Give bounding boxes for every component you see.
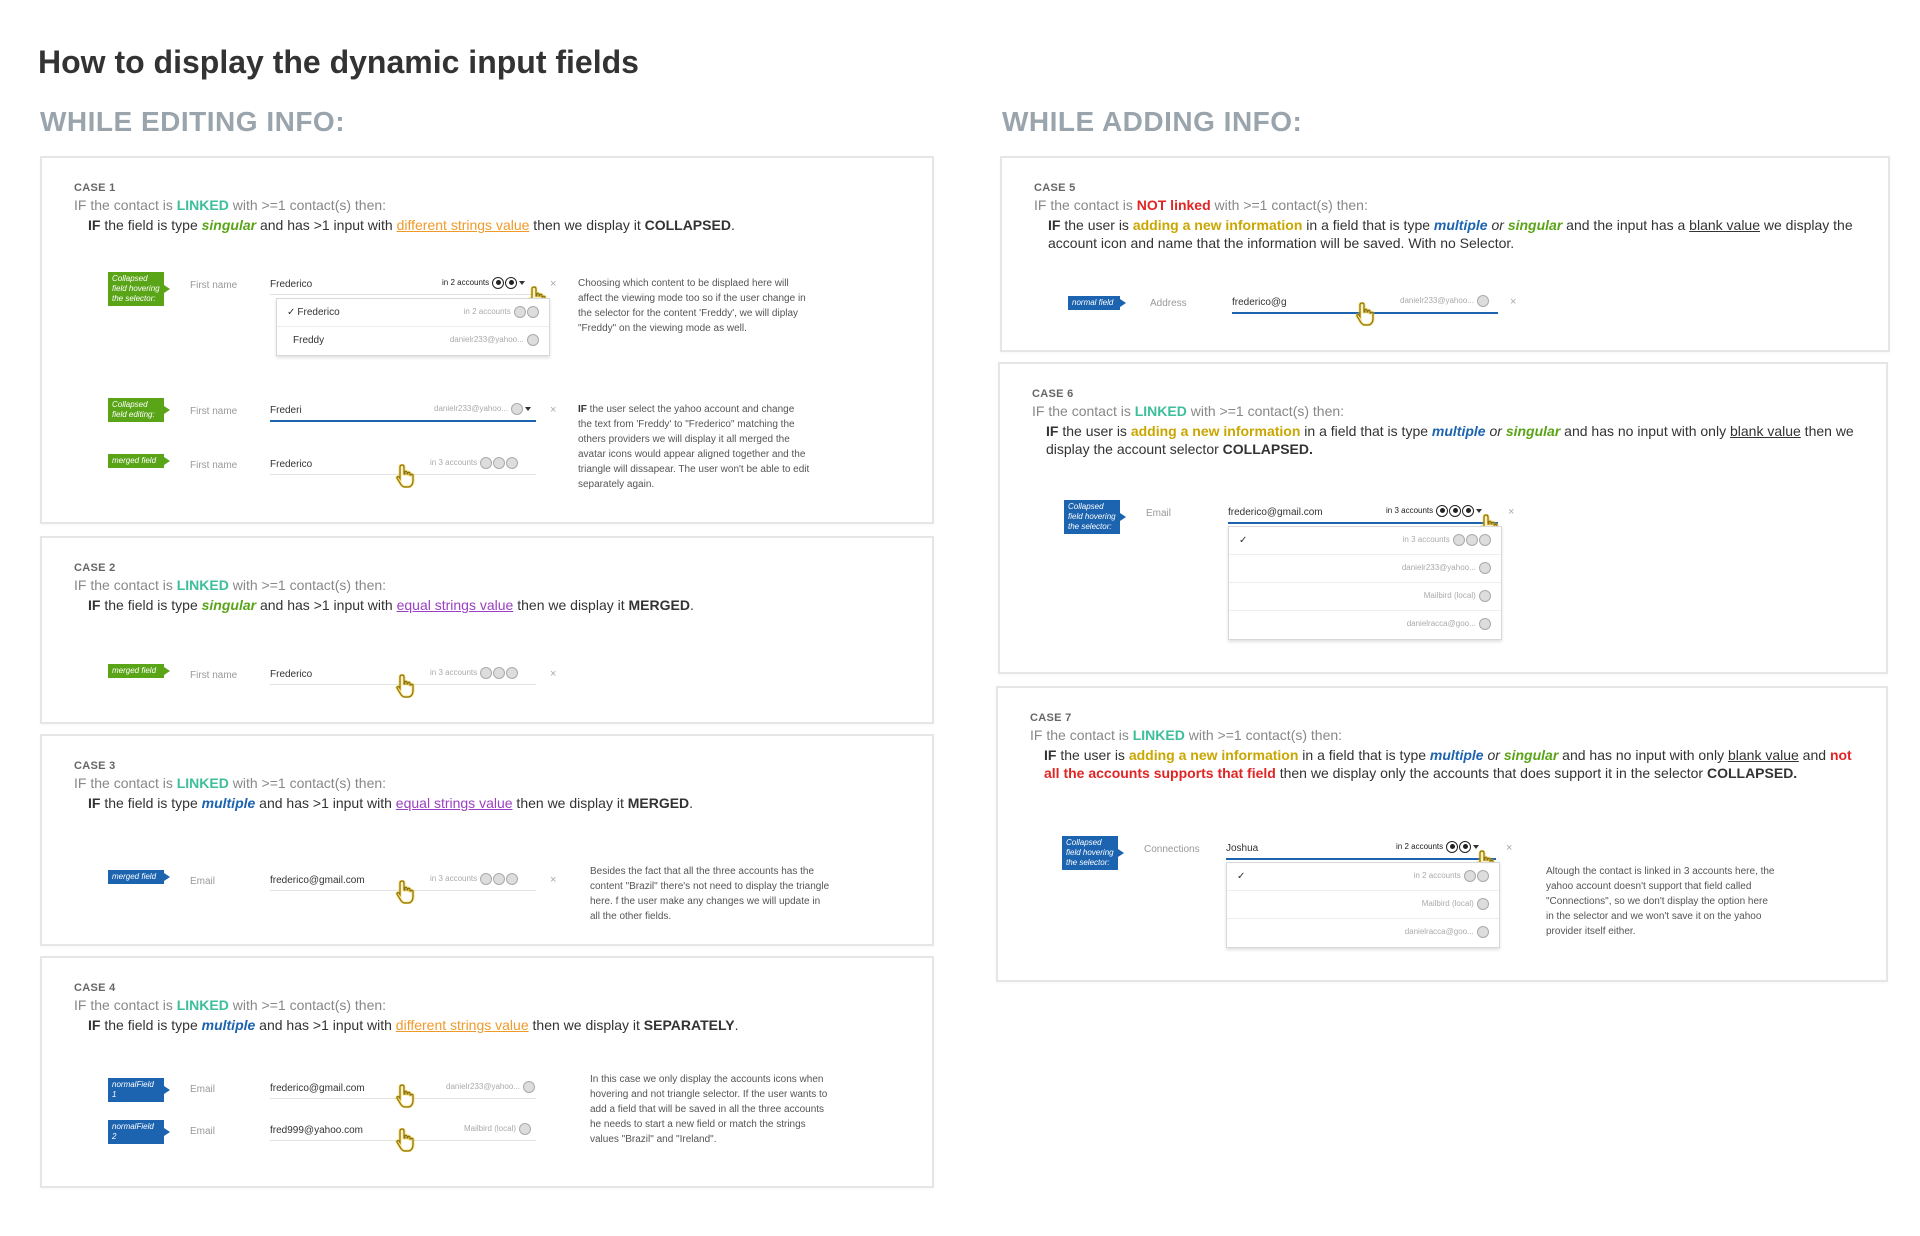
dropdown-option[interactable]: Freddy danielr233@yahoo...	[277, 327, 549, 355]
case-condition-2: IF the field is type multiple and has >1 input with different strings value then we display it SEPARATELY.	[88, 1017, 739, 1033]
dropdown-option[interactable]: Mailbird (local)	[1229, 583, 1501, 611]
hand-cursor-icon	[394, 674, 416, 698]
case-2-header	[74, 562, 904, 614]
case-condition-1: IF the contact is LINKED with >=1 contact(s) then:	[74, 775, 387, 791]
check-icon: ✓	[1239, 535, 1248, 546]
first-name-input[interactable]: Frederico	[270, 669, 313, 680]
field-label: First name	[190, 280, 238, 291]
hand-cursor-icon	[394, 1084, 416, 1108]
email-input[interactable]: fred999@yahoo.com	[270, 1125, 363, 1136]
tag-collapsed-hovering: Collapsed field hovering the selector:	[1064, 500, 1120, 534]
input-underline	[270, 420, 536, 422]
check-icon: ✓	[1237, 871, 1246, 882]
case-condition-2: IF the field is type multiple and has >1 input with equal strings value then we display it MERGED.	[88, 795, 694, 811]
caret-down-icon	[525, 407, 531, 411]
check-icon: ✓	[287, 307, 296, 318]
case-label: CASE 1	[74, 182, 116, 194]
case-label: CASE 7	[1030, 712, 1072, 724]
field-label: Address	[1150, 298, 1187, 309]
note-text: Altough the contact is linked in 3 accounts here, the yahoo account doesn't support that field called "Connections", so we don't display the option here in the selector and we won't save it on the yahoo provider itself either.	[1546, 866, 1775, 937]
case-2-card	[40, 536, 934, 724]
account-icon	[505, 277, 517, 289]
first-name-input[interactable]: Frederico	[270, 459, 313, 470]
case-3-card	[40, 734, 934, 946]
dropdown-option[interactable]: danielr233@yahoo...	[1229, 555, 1501, 583]
input-underline	[1228, 522, 1498, 524]
caret-down-icon	[1473, 845, 1479, 849]
account-icons: in 3 accounts	[430, 457, 518, 469]
account-selector[interactable]: danielr233@yahoo...	[434, 403, 531, 415]
field-label: Connections	[1144, 844, 1200, 855]
email-input[interactable]: frederico@gmail.com	[270, 1083, 365, 1094]
account-icons: in 3 accounts	[430, 667, 518, 679]
tag-merged-field: merged field	[108, 870, 164, 884]
address-input[interactable]: frederico@g	[1232, 297, 1287, 308]
caret-down-icon	[519, 281, 525, 285]
field-label: First name	[190, 460, 238, 471]
field-label: Email	[190, 876, 216, 887]
note-text: In this case we only display the accounts icons when hovering and not triangle selector. If the user wants to add a field that will be saved in all the three accounts he needs to start a new field or match the strings values "Brazil" and "Ireland".	[590, 1074, 828, 1145]
case-6-header	[1032, 388, 1858, 458]
field-label: Email	[190, 1084, 216, 1095]
close-icon[interactable]: ×	[550, 668, 557, 680]
adding-section-title: WHILE ADDING INFO:	[1002, 106, 1303, 137]
case-4-header	[74, 982, 904, 1034]
account-dropdown	[1228, 526, 1502, 640]
case-condition-1: IF the contact is LINKED with >=1 contact(s) then:	[74, 577, 387, 593]
case-condition-2: IF the user is adding a new information in a field that is type multiple or singular and the input has a blank value we display the account icon and name that the information will be saved. With no Selector.	[1048, 217, 1853, 251]
input-underline	[270, 294, 536, 295]
case-5-card	[1000, 156, 1890, 352]
case-3-header	[74, 760, 904, 812]
hand-cursor-icon	[1354, 302, 1376, 326]
field-label: First name	[190, 406, 238, 417]
case-label: CASE 5	[1034, 182, 1076, 194]
dropdown-option[interactable]: ✓ in 2 accounts	[1227, 863, 1499, 891]
first-name-input[interactable]: Frederi	[270, 405, 302, 416]
tag-collapsed-hovering: Collapsed field hovering the selector:	[108, 272, 164, 306]
close-icon[interactable]: ×	[1510, 296, 1517, 308]
account-dropdown	[1226, 862, 1500, 948]
account-dropdown	[276, 298, 550, 356]
account-icon-label: Mailbird (local)	[464, 1123, 531, 1135]
account-selector[interactable]: in 2 accounts	[1396, 841, 1479, 853]
case-6-card	[998, 362, 1888, 674]
close-icon[interactable]: ×	[550, 874, 557, 886]
field-label: Email	[190, 1126, 216, 1137]
case-1-card	[40, 156, 934, 524]
tag-merged-field: merged field	[108, 454, 164, 468]
tag-collapsed-hovering: Collapsed field hovering the selector:	[1062, 836, 1118, 870]
case-7-card	[996, 686, 1888, 982]
tag-normal-field-1: normalField 1	[108, 1078, 164, 1102]
tag-normal-field: normal field	[1068, 296, 1120, 310]
connections-input[interactable]: Joshua	[1226, 843, 1259, 854]
case-5-header	[1034, 182, 1860, 252]
case-condition-1: IF the contact is LINKED with >=1 contact(s) then:	[74, 197, 387, 213]
case-7-header	[1030, 712, 1858, 782]
close-icon[interactable]: ×	[1506, 842, 1513, 854]
caret-down-icon	[1476, 509, 1482, 513]
account-icon-label: danielr233@yahoo...	[446, 1081, 535, 1093]
note-text: Choosing which content to be displaed here will affect the viewing mode too so if the user change in the selector for the content 'Freddy', we will diplay "Freddy" on the viewing mode as well.	[578, 278, 806, 334]
field-label: First name	[190, 670, 238, 681]
dropdown-option[interactable]: ✓ in 3 accounts	[1229, 527, 1501, 555]
case-condition-1: IF the contact is LINKED with >=1 contact(s) then:	[74, 997, 387, 1013]
account-icon-label: danielr233@yahoo...	[1400, 295, 1489, 307]
email-input[interactable]: frederico@gmail.com	[270, 875, 365, 886]
case-4-card	[40, 956, 934, 1188]
hand-cursor-icon	[394, 464, 416, 488]
field-label: Email	[1146, 508, 1172, 519]
close-icon[interactable]: ×	[1508, 506, 1515, 518]
case-condition-2: IF the field is type singular and has >1 input with different strings value then we display it COLLAPSED.	[88, 217, 735, 233]
email-input[interactable]: frederico@gmail.com	[1228, 507, 1323, 518]
case-condition-2: IF the user is adding a new information in a field that is type multiple or singular and has no input with only blank value and not all the accounts supports that field then we display only the accounts that does support it in the selector COLLAPSED.	[1044, 747, 1852, 781]
account-icons: in 3 accounts	[430, 873, 518, 885]
close-icon[interactable]: ×	[550, 404, 557, 416]
case-condition-2: IF the field is type singular and has >1 input with equal strings value then we display it MERGED.	[88, 597, 694, 613]
note-text: IF the user select the yahoo account and change the text from 'Freddy' to "Frederico" matching the others providers we will display it all merged the avatar icons would appear aligned together and the triangle will dissapear. The user won't be able to edit separately again.	[578, 404, 810, 490]
tag-collapsed-editing: Collapsed field editing:	[108, 398, 164, 422]
case-condition-1: IF the contact is LINKED with >=1 contact(s) then:	[1030, 727, 1343, 743]
case-condition-1: IF the contact is LINKED with >=1 contact(s) then:	[1032, 403, 1345, 419]
case-condition-2: IF the user is adding a new information in a field that is type multiple or singular and has no input with only blank value then we display the account selector COLLAPSED.	[1046, 423, 1854, 457]
first-name-input[interactable]: Frederico	[270, 279, 313, 290]
case-condition-1: IF the contact is NOT linked with >=1 contact(s) then:	[1034, 197, 1368, 213]
account-selector[interactable]: in 3 accounts	[1386, 505, 1482, 517]
case-label: CASE 2	[74, 562, 116, 574]
hand-cursor-icon	[394, 1128, 416, 1152]
dropdown-option[interactable]: danielracca@goo...	[1229, 611, 1501, 639]
case-label: CASE 4	[74, 982, 116, 994]
hand-cursor-icon	[394, 880, 416, 904]
input-underline	[1226, 858, 1496, 860]
tag-merged-field: merged field	[108, 664, 164, 678]
account-selector[interactable]: in 2 accounts	[442, 277, 525, 289]
case-1-header	[74, 182, 904, 234]
case-label: CASE 6	[1032, 388, 1074, 400]
editing-section-title: WHILE EDITING INFO:	[40, 106, 346, 137]
tag-normal-field-2: normalField 2	[108, 1120, 164, 1144]
dropdown-option[interactable]: danielracca@goo...	[1227, 919, 1499, 947]
dropdown-option[interactable]: Mailbird (local)	[1227, 891, 1499, 919]
account-icon	[492, 277, 504, 289]
dropdown-option[interactable]: ✓ Frederico in 2 accounts	[277, 299, 549, 327]
note-text: Besides the fact that all the three accounts has the content "Brazil" there's not need to display the triangle here. f the user make any changes we will update in all the other fields.	[590, 866, 830, 922]
close-icon[interactable]: ×	[550, 278, 557, 290]
page-title: How to display the dynamic input fields	[38, 44, 639, 80]
case-label: CASE 3	[74, 760, 116, 772]
